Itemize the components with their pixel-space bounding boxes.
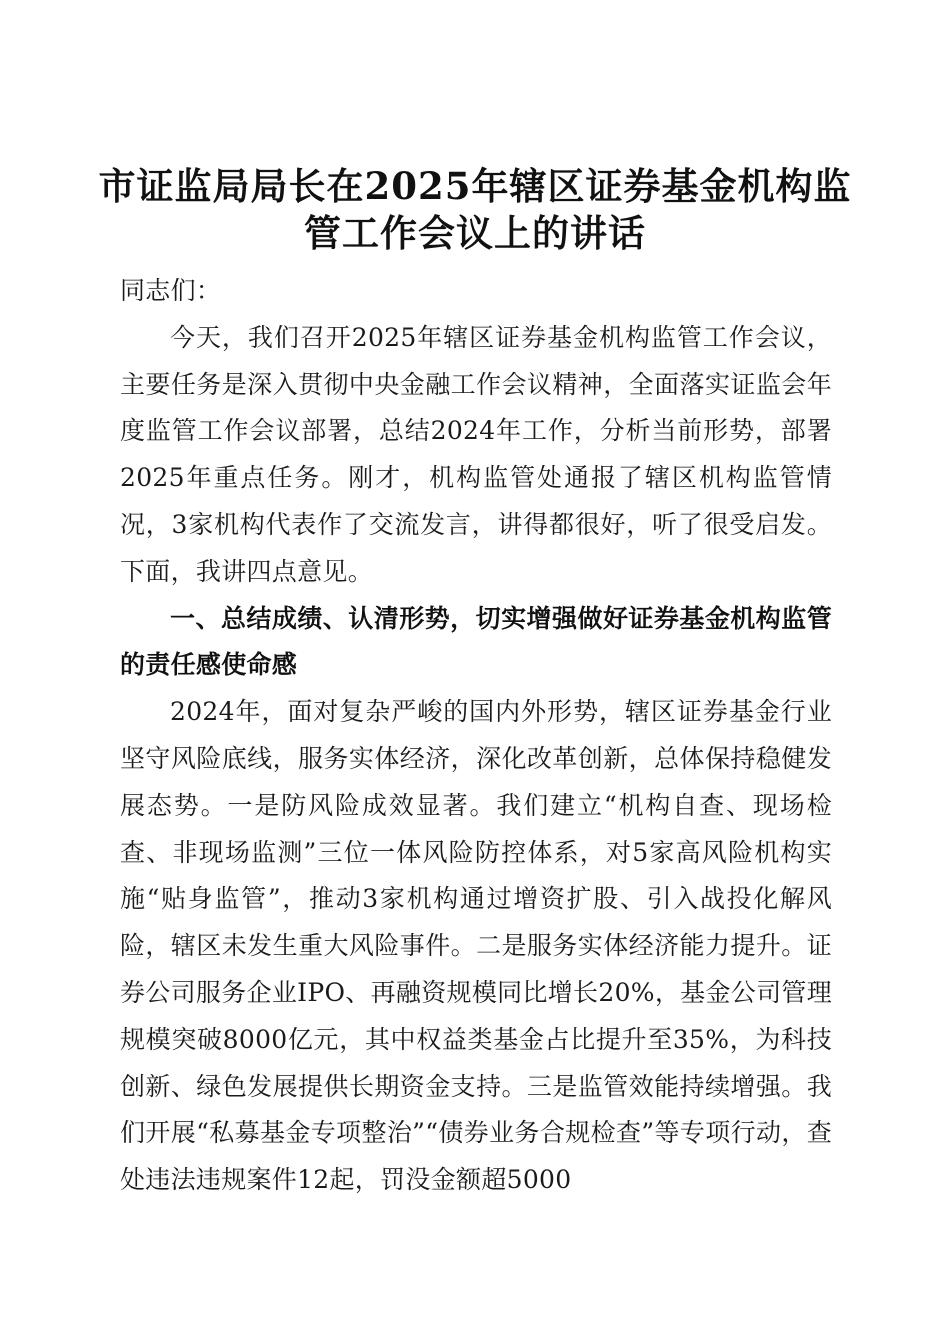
document-title <box>80 163 870 257</box>
section-1-paragraph: 2024年，面对复杂严峻的国内外形势，辖区证券基金行业坚守风险底线，服务实体经济，深化改革创新，总体保持稳健发展态势。一是防风险成效显著。我们建立“机构自查、现场检查、非现场监测”三位一体风险防控体系，对5家高风险机构实施“贴身监管”，推动3家机构通过增资扩股、引入战投化解风险，辖区未发生重大风险事件。二是服务实体经济能力提升。证券公司服务企业IPO、再融资规模同比增长20%，基金公司管理规模突破8000亿元，其中权益类基金占比提升至35%，为科技创新、绿色发展提供长期资金支持。三是监管效能持续增强。我们开展“私募基金专项整治”“债券业务合规检查”等专项行动，查处违法违规案件12起，罚没金额超5000 <box>120 697 833 1195</box>
section-1-heading: 一、总结成绩、认清形势，切实增强做好证券基金机构监管的责任感使命感 <box>120 603 832 680</box>
intro-paragraph: 今天，我们召开2025年辖区证券基金机构监管工作会议，主要任务是深入贯彻中央金融工作会议精神，全面落实证监会年度监管工作会议部署，总结2024年工作，分析当前形势，部署2025年重点任务。刚才，机构监管处通报了辖区机构监管情况，3家机构代表作了交流发言，讲得都很好，听了很受启发。下面，我讲四点意见。 <box>120 322 832 586</box>
document-body <box>120 268 832 1204</box>
title-line-1: 市证监局局长在2025年辖区证券基金机构监 <box>98 163 852 208</box>
title-line-2: 管工作会议上的讲话 <box>304 210 646 255</box>
salutation: 同志们： <box>120 276 222 305</box>
